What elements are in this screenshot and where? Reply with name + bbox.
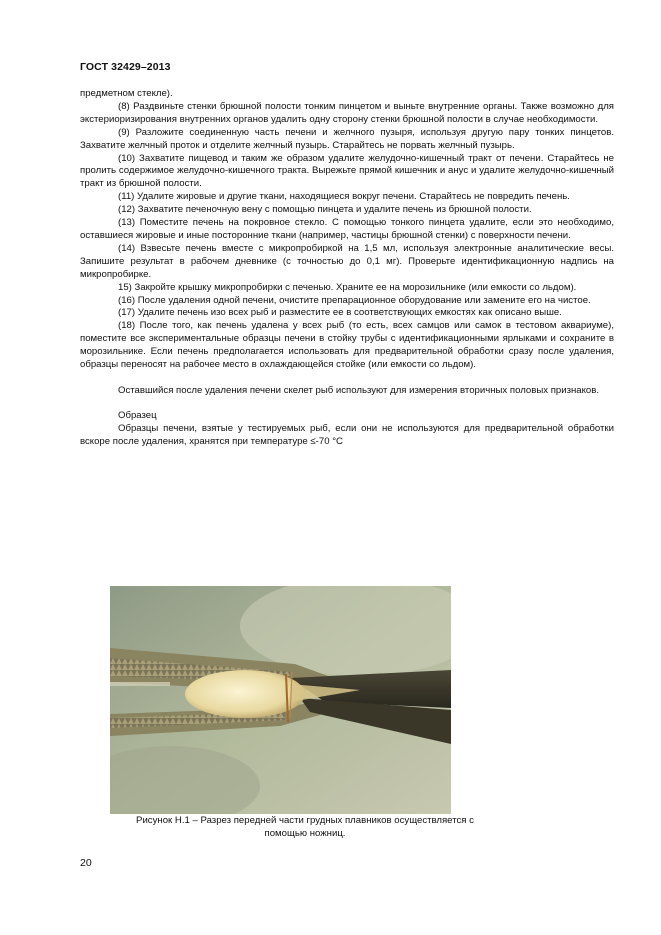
paragraph: (12) Захватите печеночную вену с помощью пинцета и удалите печень из брюшной полости. — [118, 204, 532, 216]
paragraph: (8) Раздвиньте стенки брюшной полости тонким пинцетом и выньте внутренние органы. Также возможно для экстериоризирования внутренних органов удалить одну сторону стенки брюшной полости в случае необходимости. — [80, 100, 614, 125]
paragraph: (14) Взвесьте печень вместе с микропробиркой на 1,5 мл, используя электронные аналитические весы. Запишите результат в рабочем дневнике (с точностью до 0,1 мг). Проверьте идентификационную надпись на микропробирке. — [80, 242, 614, 280]
document-header: ГОСТ 32429–2013 — [80, 61, 171, 73]
paragraph: (10) Захватите пищевод и таким же образом удалите желудочно-кишечный тракт от печени. Старайтесь не пролить содержимое желудочно-кишечного тракта. Вырежьте прямой кишечник и анус и удалите желудочно-кишечный тракт из брюшной полости. — [80, 152, 614, 190]
paragraph: Образцы печени, взятые у тестируемых рыб, если они не используются для предварительной обработки вскоре после удаления, хранятся при температуре ≤-70 °С — [80, 422, 614, 447]
photo-illustration — [110, 586, 451, 814]
paragraph: (9) Разложите соединенную часть печени и желчного пузыря, используя другую пару тонких пинцетов. Захватите желчный проток и отделите желчный пузырь. Старайтесь не порвать желчный пузырь. — [80, 126, 614, 151]
paragraph: предметном стекле). — [80, 88, 173, 99]
paragraph: (13) Поместите печень на покровное стекло. С помощью тонкого пинцета удалите, если это необходимо, оставшиеся жировые и иные посторонние ткани (например, частицы брюшной стенки) с поверхности печени. — [80, 217, 614, 241]
caption-line: Рисунок Н.1 – Разрез передней части грудных плавников осуществляется с — [136, 815, 474, 826]
body-text — [80, 88, 614, 449]
page-number: 20 — [80, 857, 92, 869]
section-label: Образец — [118, 409, 157, 421]
dissection-photo — [110, 586, 451, 814]
paragraph: 15) Закройте крышку микропробирки с печенью. Храните ее на морозильнике (или емкости со льдом). — [118, 281, 577, 293]
paragraph: (17) Удалите печень изо всех рыб и разместите ее в соответствующих емкостях как описано выше. — [118, 307, 562, 319]
caption-line: помощью ножниц. — [264, 827, 346, 839]
paragraph: (18) После того, как печень удалена у всех рыб (то есть, всех самцов или самок в тестовом аквариуме), поместите все экспериментальные образцы печени в стойку трубы с идентификационными ярлыками и сохраните в морозильнике. Если печень предполагается использовать для предварительной обработки сразу после удаления, образцы переносят на рабочее место в охлаждающейся стойке (или емкости со льдом). — [80, 320, 614, 371]
paragraph: (11) Удалите жировые и другие ткани, находящиеся вокруг печени. Старайтесь не повредить печень. — [118, 191, 570, 203]
paragraph: Оставшийся после удаления печени скелет рыб используют для измерения вторичных половых признаков. — [118, 384, 600, 396]
figure-caption — [80, 815, 530, 840]
paragraph: (16) После удаления одной печени, очистите препарационное оборудование или замените его на чистое. — [118, 294, 591, 306]
